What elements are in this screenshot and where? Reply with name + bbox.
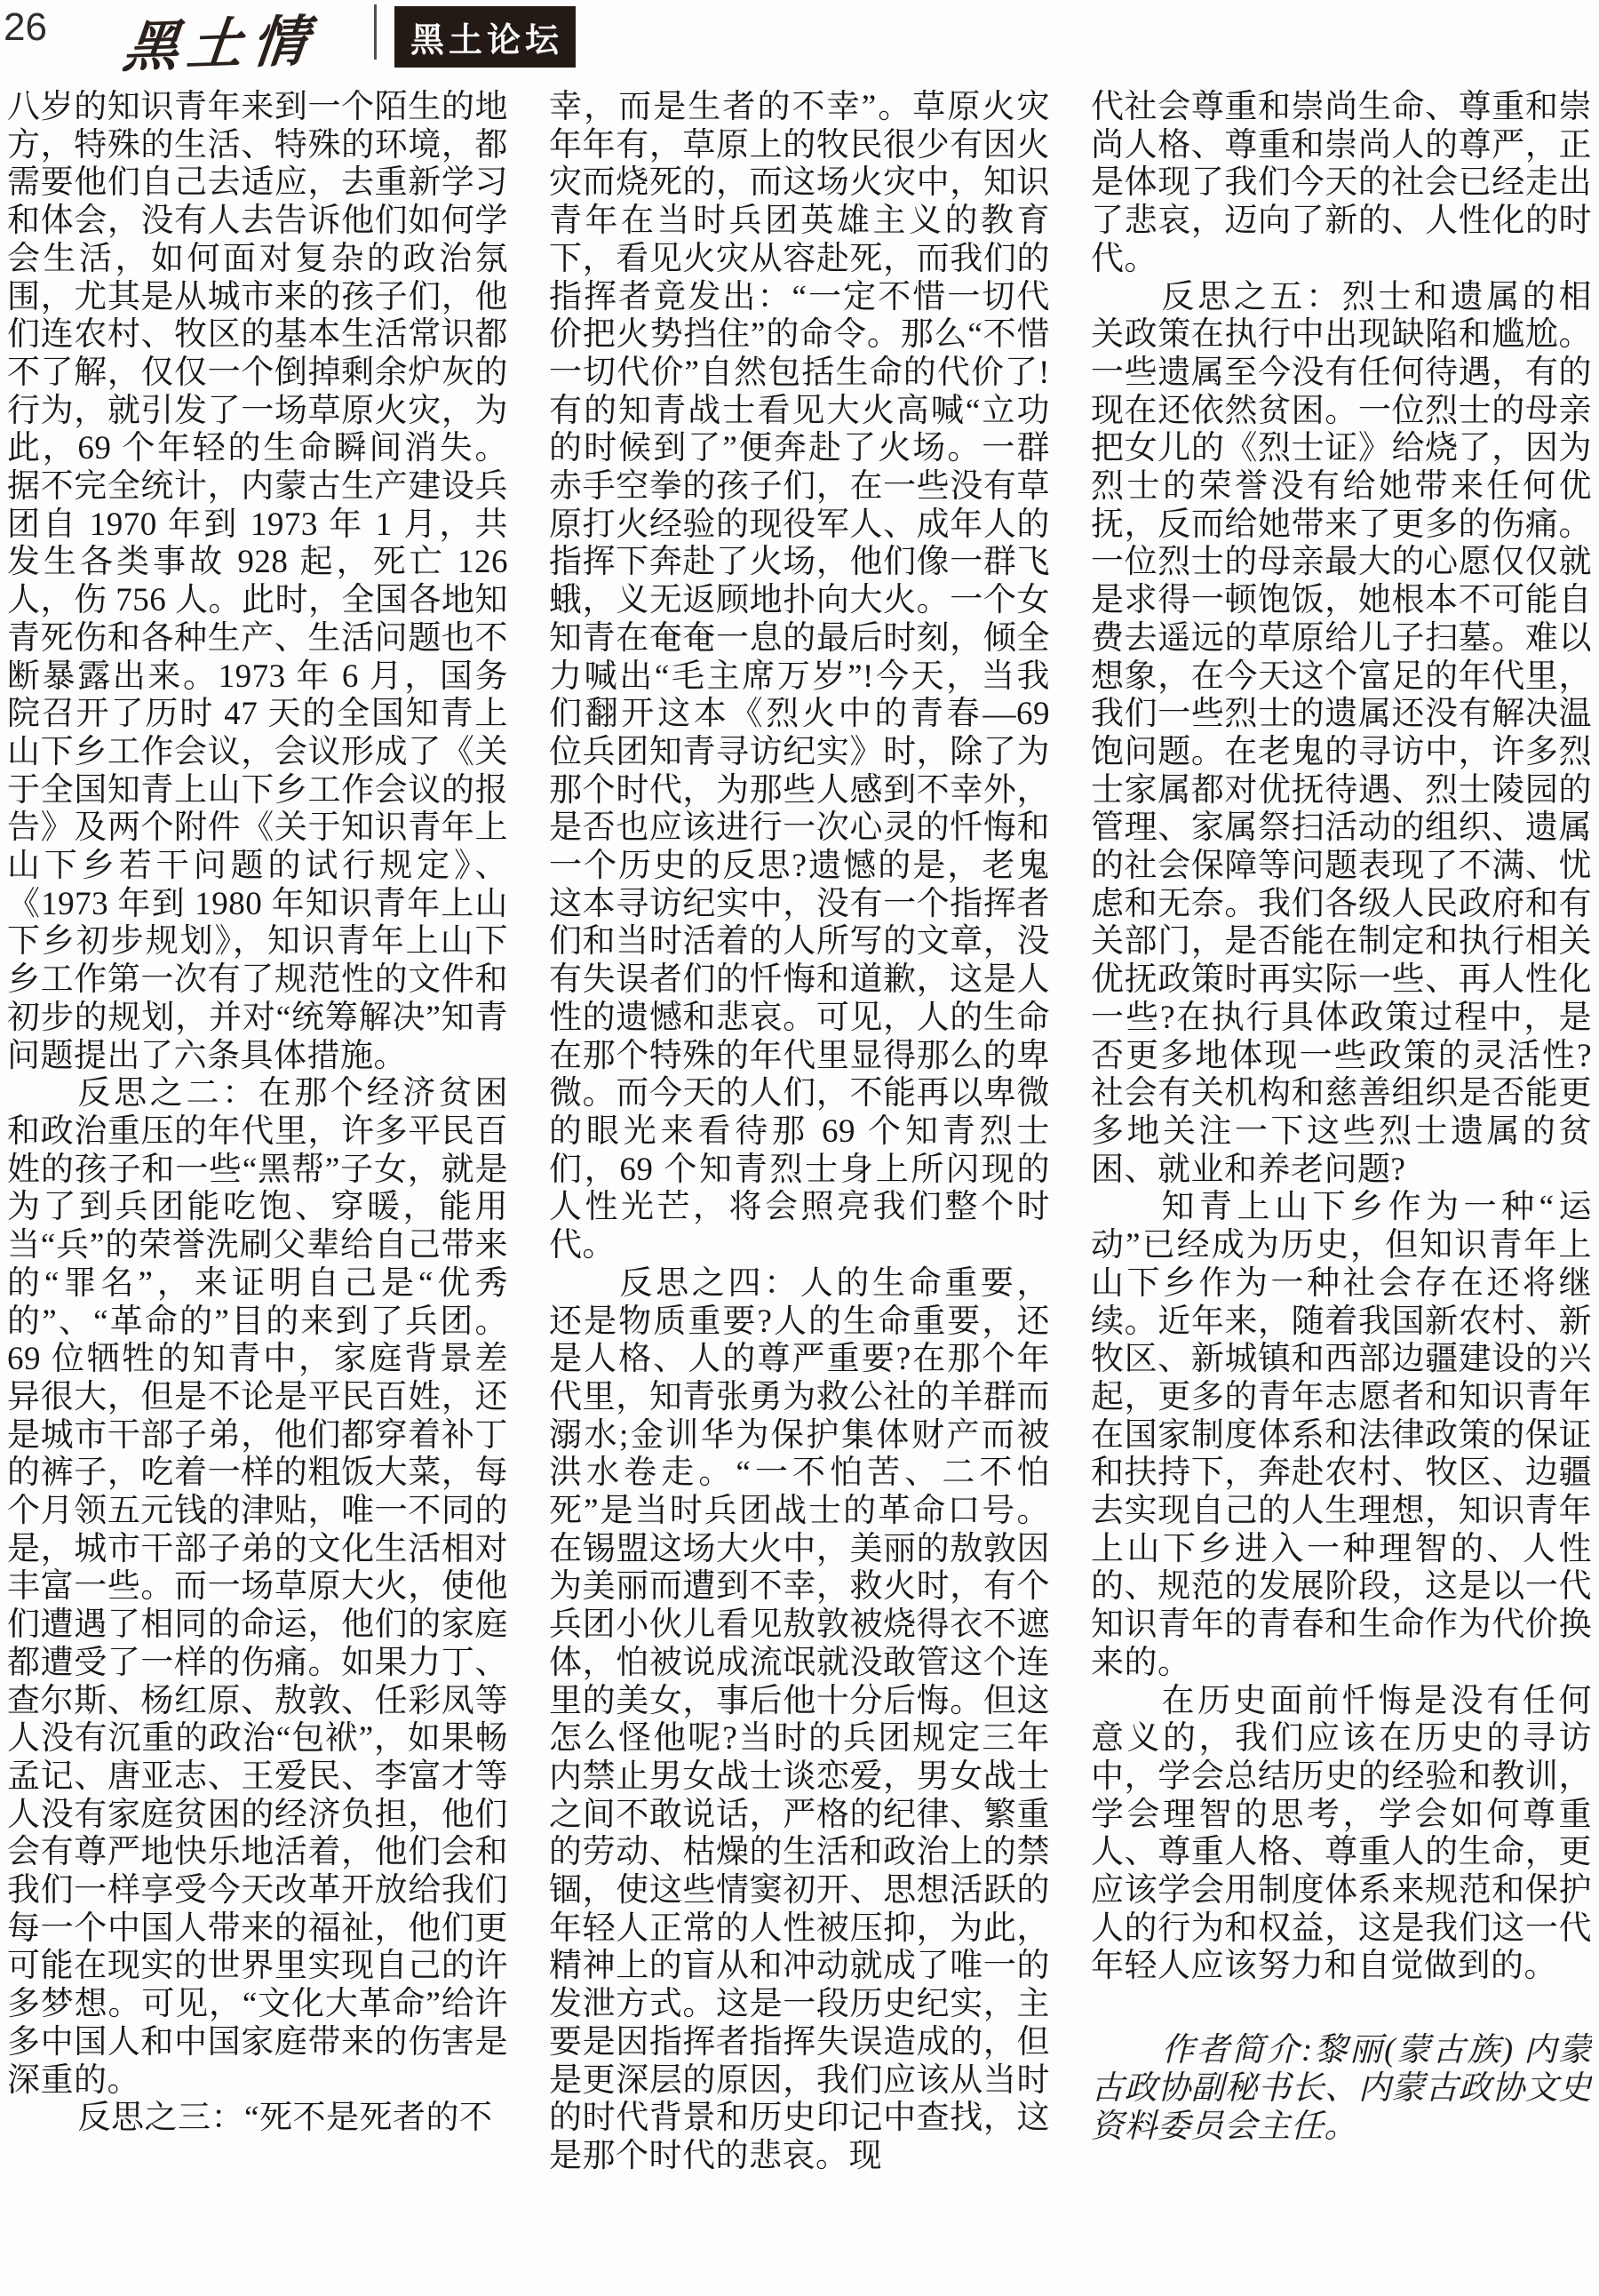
- article-paragraph: 反思之五：烈士和遗属的相关政策在执行中出现缺陷和尴尬。一些遗属至今没有任何待遇，有的现在还依然贫困。一位烈士的母亲把女儿的《烈士证》给烧了，因为烈士的荣誉没有给她带来任何优抚，反而给她带来了更多的伤痛。一位烈士的母亲最大的心愿仅仅就是求得一顿饱饭，她根本不可能自费去遥远的草原给儿子扫墓。难以想象，在今天这个富足的年代里，我们一些烈士的遗属还没有解决温饱问题。在老鬼的寻访中，许多烈士家属都对优抚待遇、烈士陵园的管理、家属祭扫活动的组织、遗属的社会保障等问题表现了不满、忧虑和无奈。我们各级人民政府和有关部门，是否能在制定和执行相关优抚政策时再实际一些、再人性化一些?在执行具体政策过程中，是否更多地体现一些政策的灵活性?社会有关机构和慈善组织是否能更多地关注一下这些烈士遗属的贫困、就业和养老问题?: [1091, 278, 1592, 1188]
- text-column-3: [1091, 89, 1592, 2291]
- article-body: [7, 89, 1592, 2291]
- section-label: 黑土论坛: [394, 6, 576, 68]
- article-paragraph: 反思之三：“死不是死者的不: [77, 2100, 493, 2137]
- article-paragraph: 幸，而是生者的不幸”。草原火灾年年有，草原上的牧民很少有因火灾而烧死的，而这场火灾中，知识青年在当时兵团英雄主义的教育下，看见火灾从容赴死，而我们的指挥者竟发出：“一定不惜一切代价把火势挡住”的命令。那么“不惜一切代价”自然包括生命的代价了!有的知青战士看见大火高喊“立功的时候到了”便奔赴了火场。一群赤手空拳的孩子们，在一些没有草原打火经验的现役军人、成年人的指挥下奔赴了火场，他们像一群飞蛾，义无返顾地扑向大火。一个女知青在奄奄一息的最后时刻，倾全力喊出“毛主席万岁”!今天，当我们翻开这本《烈火中的青春—69 位兵团知青寻访纪实》时，除了为那个时代，为那些人感到不幸外，是否也应该进行一次心灵的忏悔和一个历史的反思?遗憾的是，老鬼这本寻访纪实中，没有一个指挥者们和当时活着的人所写的文章，没有失误者们的忏悔和道歉，这是人性的遗憾和悲哀。可见，人的生命在那个特殊的年代里显得那么的卑微。而今天的人们，不能再以卑微的眼光来看待那 69 个知青烈士们，69 个知青烈士身上所闪现的人性光芒，将会照亮我们整个时代。: [549, 89, 1050, 1264]
- author-bio-paragraph: 作者简介:黎丽(蒙古族) 内蒙古政协副秘书长、内蒙古政协文史资料委员会主任。: [1091, 2032, 1592, 2145]
- header-divider: [374, 4, 377, 60]
- article-paragraph: 在历史面前忏悔是没有任何意义的，我们应该在历史的寻访中，学会总结历史的经验和教训，学会理智的思考，学会如何尊重人、尊重人格、尊重人的生命，更应该学会用制度体系来规范和保护人的行为和权益，这是我们这一代年轻人应该努力和自觉做到的。: [1091, 1682, 1592, 1985]
- page-number: 26: [4, 5, 47, 49]
- article-paragraph: 知青上山下乡作为一种“运动”已经成为历史，但知识青年上山下乡作为一种社会存在还将继续。近年来，随着我国新农村、新牧区、新城镇和西部边疆建设的兴起，更多的青年志愿者和知识青年在国家制度体系和法律政策的保证和扶持下，奔赴农村、牧区、边疆去实现自己的人生理想，知识青年上山下乡进入一种理智的、人性的、规范的发展阶段，这是以一代知识青年的青春和生命作为代价换来的。: [1091, 1189, 1592, 1681]
- article-paragraph: 反思之二：在那个经济贫困和政治重压的年代里，许多平民百姓的孩子和一些“黑帮”子女，就是为了到兵团能吃饱、穿暖，能用当“兵”的荣誉洗刷父辈给自己带来的“罪名”，来证明自己是“优秀的”、“革命的”目的来到了兵团。69 位牺牲的知青中，家庭背景差异很大，但是不论是平民百姓，还是城市干部子弟，他们都穿着补丁的裤子，吃着一样的粗饭大菜，每个月领五元钱的津贴，唯一不同的是，城市干部子弟的文化生活相对丰富一些。而一场草原大火，使他们遭遇了相同的命运，他们的家庭都遭受了一样的伤痛。如果力丁、查尔斯、杨红原、敖敦、任彩凤等人没有沉重的政治“包袱”，如果畅孟记、唐亚志、王爱民、李富才等人没有家庭贫困的经济负担，他们会有尊严地快乐地活着，他们会和我们一样享受今天改革开放给我们每一个中国人带来的福祉，他们更可能在现实的世界里实现自己的许多梦想。可见，“文化大革命”给许多中国人和中国家庭带来的伤害是深重的。: [7, 1075, 508, 2099]
- magazine-logo: 黑土情: [120, 12, 320, 79]
- text-column-2: [549, 89, 1050, 2291]
- article-paragraph: 反思之四：人的生命重要，还是物质重要?人的生命重要，还是人格、人的尊严重要?在那个年代里，知青张勇为救公社的羊群而溺水;金训华为保护集体财产而被洪水卷走。“一不怕苦、二不怕死”是当时兵团战士的革命口号。在锡盟这场大火中，美丽的敖敦因为美丽而遭到不幸，救火时，有个兵团小伙儿看见敖敦被烧得衣不遮体，怕被说成流氓就没敢管这个连里的美女，事后他十分后悔。但这怎么怪他呢?当时的兵团规定三年内禁止男女战士谈恋爱，男女战士之间不敢说话，严格的纪律、繁重的劳动、枯燥的生活和政治上的禁锢，使这些情窦初开、思想活跃的年轻人正常的人性被压抑，为此，精神上的盲从和冲动就成了唯一的发泄方式。这是一段历史纪实，主要是因指挥者指挥失误造成的，但是更深层的原因，我们应该从当时的时代背景和历史印记中查找，这是那个时代的悲哀。现: [549, 1264, 1050, 2174]
- page-header: [0, 0, 1599, 80]
- article-paragraph: 八岁的知识青年来到一个陌生的地方，特殊的生活、特殊的环境，都需要他们自己去适应，去重新学习和体会，没有人去告诉他们如何学会生活，如何面对复杂的政治氛围，尤其是从城市来的孩子们，他们连农村、牧区的基本生活常识都不了解，仅仅一个倒掉剩余炉灰的行为，就引发了一场草原火灾，为此，69 个年轻的生命瞬间消失。据不完全统计，内蒙古生产建设兵团自 1970 年到 1973 年 1 月，共发生各类事故 928 起，死亡 126 人，伤 756 人。此时，全国各地知青死伤和各种生产、生活问题也不断暴露出来。1973 年 6 月，国务院召开了历时 47 天的全国知青上山下乡工作会议，会议形成了《关于全国知青上山下乡工作会议的报告》及两个附件《关于知识青年上山下乡若干问题的试行规定》、《1973 年到 1980 年知识青年上山下乡初步规划》，知识青年上山下乡工作第一次有了规范性的文件和初步的规划，并对“统筹解决”知青问题提出了六条具体措施。: [7, 89, 508, 1074]
- article-paragraph: 代社会尊重和崇尚生命、尊重和崇尚人格、尊重和崇尚人的尊严，正是体现了我们今天的社会已经走出了悲哀，迈向了新的、人性化的时代。: [1091, 89, 1592, 277]
- text-column-1: [7, 89, 508, 2291]
